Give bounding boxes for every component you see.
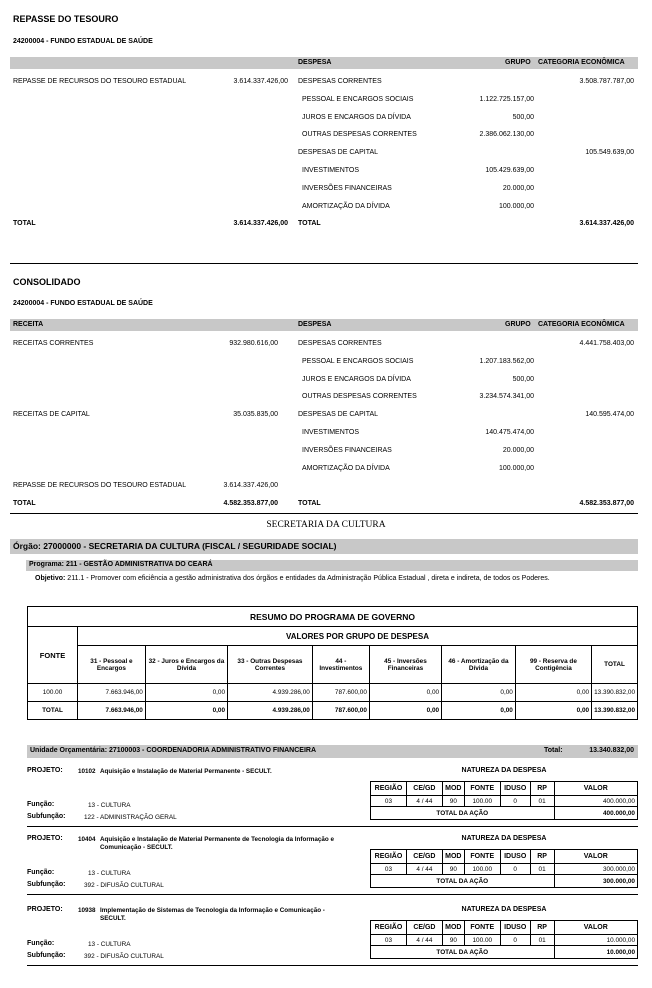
consolidado-header-grupo: GRUPO xyxy=(505,321,531,328)
natureza-title: NATUREZA DA DESPESA xyxy=(461,906,547,913)
despesa-row-label: INVERSÕES FINANCEIRAS xyxy=(302,446,392,454)
despesa-row-grupo: 20.000,00 xyxy=(502,184,534,192)
natureza-header: FONTE xyxy=(464,782,500,796)
divider xyxy=(27,826,638,827)
projeto-code: 10404 xyxy=(78,836,96,843)
natureza-cell: 100.00 xyxy=(464,935,500,946)
repasse-fund: 24200004 - FUNDO ESTADUAL DE SAÚDE xyxy=(13,38,153,45)
subfuncao-value: 392 - DIFUSÃO CULTURAL xyxy=(84,882,164,889)
natureza-table xyxy=(370,849,638,888)
secretaria-title: SECRETARIA DA CULTURA xyxy=(266,520,386,530)
resumo-cell: 7.663.946,00 xyxy=(78,702,146,720)
natureza-header-row xyxy=(371,921,638,935)
natureza-header: IDUSO xyxy=(500,782,530,796)
consolidado-receita-label: RECEITAS DE CAPITAL xyxy=(13,411,90,418)
despesa-row-label: PESSOAL E ENCARGOS SOCIAIS xyxy=(302,357,414,365)
despesa-row-categoria: 140.595.474,00 xyxy=(585,411,634,419)
repasse-total-receita: 3.614.337.426,00 xyxy=(233,220,288,227)
consolidado-total-label: TOTAL xyxy=(13,500,36,507)
resumo-title: RESUMO DO PROGRAMA DE GOVERNO xyxy=(28,607,638,627)
divider xyxy=(10,513,638,514)
resumo-col-header: 33 - Outras Despesas Correntes xyxy=(228,646,313,684)
total-acao-value: 10.000,00 xyxy=(554,946,637,959)
resumo-cell: 0,00 xyxy=(515,684,591,702)
despesa-row-grupo: 3.234.574.341,00 xyxy=(479,393,534,401)
resumo-col-header: 99 - Reserva de Contigência xyxy=(515,646,591,684)
natureza-table xyxy=(370,781,638,820)
funcao-value: 13 - CULTURA xyxy=(88,941,131,948)
natureza-cell: 90 xyxy=(442,935,464,946)
resumo-cell: 0,00 xyxy=(145,702,227,720)
consolidado-fund: 24200004 - FUNDO ESTADUAL DE SAÚDE xyxy=(13,300,153,307)
consolidado-header-receita: RECEITA xyxy=(13,321,44,328)
resumo-fonte-header: FONTE xyxy=(28,627,78,684)
consolidado-total-despesa-label: TOTAL xyxy=(298,500,321,507)
total-acao-value: 400.000,00 xyxy=(554,807,637,820)
despesa-row-label: AMORTIZAÇÃO DA DÍVIDA xyxy=(302,464,390,472)
total-acao-row xyxy=(371,875,638,888)
despesa-row-grupo: 2.386.062.130,00 xyxy=(479,131,534,139)
natureza-cell: 100.00 xyxy=(464,796,500,807)
natureza-header: RP xyxy=(530,850,554,864)
natureza-cell: 03 xyxy=(371,935,407,946)
despesa-row-label: JUROS E ENCARGOS DA DÍVIDA xyxy=(302,113,411,121)
subfuncao-label: Subfunção: xyxy=(27,813,66,820)
despesa-row-label: DESPESAS CORRENTES xyxy=(298,340,382,347)
projeto-label: PROJETO: xyxy=(27,835,63,842)
total-acao-value: 300.000,00 xyxy=(554,875,637,888)
subfuncao-value: 122 - ADMINISTRAÇÃO GERAL xyxy=(84,814,177,821)
despesa-row-grupo: 500,00 xyxy=(512,113,534,121)
despesa-row-label: OUTRAS DESPESAS CORRENTES xyxy=(302,393,417,401)
natureza-cell: 0 xyxy=(500,864,530,875)
repasse-total-despesa: 3.614.337.426,00 xyxy=(579,220,634,227)
resumo-row xyxy=(28,684,638,702)
projeto-desc: Aquisição e Instalação de Material Permanente - SECULT. xyxy=(100,768,272,775)
subfuncao-label: Subfunção: xyxy=(27,952,66,959)
natureza-header: CE/GD xyxy=(406,921,442,935)
natureza-cell: 0 xyxy=(500,935,530,946)
natureza-row xyxy=(371,864,638,875)
consolidado-total-receita: 4.582.353.877,00 xyxy=(223,500,278,507)
despesa-row-label: DESPESAS DE CAPITAL xyxy=(298,411,379,419)
natureza-header: VALOR xyxy=(554,850,637,864)
repasse-header-categoria: CATEGORIA ECONÔMICA xyxy=(538,59,625,66)
natureza-cell: 03 xyxy=(371,864,407,875)
despesa-row-grupo: 1.207.183.562,00 xyxy=(479,357,534,365)
funcao-label: Função: xyxy=(27,801,55,808)
natureza-header: FONTE xyxy=(464,850,500,864)
resumo-cell: 0,00 xyxy=(369,702,441,720)
despesa-row-grupo: 1.122.725.157,00 xyxy=(479,95,534,103)
resumo-col-header: 44 - Investimentos xyxy=(312,646,369,684)
resumo-cell: 787.600,00 xyxy=(312,702,369,720)
resumo-cell: 0,00 xyxy=(515,702,591,720)
despesa-row-grupo: 20.000,00 xyxy=(502,446,534,454)
consolidado-receita-label: RECEITAS CORRENTES xyxy=(13,340,94,347)
natureza-header-row xyxy=(371,782,638,796)
funcao-value: 13 - CULTURA xyxy=(88,870,131,877)
resumo-col-header: 45 - Inversões Financeiras xyxy=(369,646,441,684)
despesa-row-grupo: 100.000,00 xyxy=(498,202,534,210)
despesa-row-label: PESSOAL E ENCARGOS SOCIAIS xyxy=(302,95,414,103)
despesa-row-label: DESPESAS DE CAPITAL xyxy=(298,149,379,157)
repasse-receita-label: REPASSE DE RECURSOS DO TESOURO ESTADUAL xyxy=(13,78,187,85)
resumo-valores-title: VALORES POR GRUPO DE DESPESA xyxy=(78,627,638,646)
projeto-code: 10102 xyxy=(78,768,96,775)
despesa-row-categoria: 4.441.758.403,00 xyxy=(579,340,634,347)
natureza-header: REGIÃO xyxy=(371,782,407,796)
natureza-header: MOD xyxy=(442,782,464,796)
objetivo-label: Objetivo: xyxy=(35,575,66,582)
natureza-header: RP xyxy=(530,921,554,935)
resumo-cell: 13.390.832,00 xyxy=(592,684,638,702)
repasse-total-label: TOTAL xyxy=(13,220,36,227)
natureza-header: VALOR xyxy=(554,921,637,935)
repasse-header-grupo: GRUPO xyxy=(505,59,531,66)
resumo-cell: 787.600,00 xyxy=(312,684,369,702)
natureza-header: CE/GD xyxy=(406,782,442,796)
natureza-title: NATUREZA DA DESPESA xyxy=(461,767,547,774)
natureza-title: NATUREZA DA DESPESA xyxy=(461,835,547,842)
projeto-code: 10938 xyxy=(78,907,96,914)
consolidado-title: CONSOLIDADO xyxy=(13,277,81,287)
despesa-row-label: INVERSÕES FINANCEIRAS xyxy=(302,184,392,192)
natureza-cell: 4 / 44 xyxy=(406,864,442,875)
natureza-header: CE/GD xyxy=(406,850,442,864)
despesa-row-grupo: 500,00 xyxy=(512,375,534,383)
natureza-row xyxy=(371,935,638,946)
natureza-cell: 400.000,00 xyxy=(554,796,637,807)
natureza-cell: 03 xyxy=(371,796,407,807)
total-acao-label: TOTAL DA AÇÃO xyxy=(371,946,555,959)
projeto-desc: Implementação de Sistemas de Tecnologia da Informação e Comunicação - SECULT. xyxy=(100,907,325,922)
resumo-cell: 0,00 xyxy=(442,684,516,702)
resumo-col-header: 46 - Amortização da Dívida xyxy=(442,646,516,684)
natureza-header: RP xyxy=(530,782,554,796)
consolidado-header-categoria: CATEGORIA ECONÔMICA xyxy=(538,321,625,328)
resumo-cell: TOTAL xyxy=(28,702,78,720)
projeto-label: PROJETO: xyxy=(27,906,63,913)
natureza-cell: 0 xyxy=(500,796,530,807)
natureza-cell: 4 / 44 xyxy=(406,796,442,807)
despesa-row-grupo: 105.429.639,00 xyxy=(485,167,534,174)
total-acao-row xyxy=(371,807,638,820)
funcao-label: Função: xyxy=(27,940,55,947)
natureza-header: IDUSO xyxy=(500,850,530,864)
total-acao-label: TOTAL DA AÇÃO xyxy=(371,807,555,820)
divider xyxy=(10,263,638,264)
natureza-cell: 4 / 44 xyxy=(406,935,442,946)
natureza-row xyxy=(371,796,638,807)
consolidado-receita-value: 932.980.616,00 xyxy=(229,340,278,347)
resumo-cell: 100.00 xyxy=(28,684,78,702)
resumo-cell: 0,00 xyxy=(145,684,227,702)
natureza-cell: 90 xyxy=(442,864,464,875)
resumo-total-row xyxy=(28,702,638,720)
objetivo xyxy=(35,575,635,582)
natureza-cell: 10.000,00 xyxy=(554,935,637,946)
despesa-row-label: INVESTIMENTOS xyxy=(302,167,360,174)
natureza-header: FONTE xyxy=(464,921,500,935)
resumo-col-header: TOTAL xyxy=(592,646,638,684)
resumo-cell: 0,00 xyxy=(369,684,441,702)
projeto-desc: Aquisição e Instalação de Material Permanente de Tecnologia da Informação e Comunicação - SECULT. xyxy=(100,836,334,851)
natureza-header: MOD xyxy=(442,921,464,935)
despesa-row-label: AMORTIZAÇÃO DA DÍVIDA xyxy=(302,202,390,210)
consolidado-receita-value: 3.614.337.426,00 xyxy=(223,482,278,489)
natureza-cell: 100.00 xyxy=(464,864,500,875)
natureza-cell: 01 xyxy=(530,864,554,875)
repasse-header-despesa: DESPESA xyxy=(298,59,332,66)
natureza-cell: 90 xyxy=(442,796,464,807)
natureza-header: REGIÃO xyxy=(371,850,407,864)
repasse-total-despesa-label: TOTAL xyxy=(298,220,321,227)
despesa-row-label: OUTRAS DESPESAS CORRENTES xyxy=(302,131,417,139)
unidade-total: 13.340.832,00 xyxy=(589,747,634,754)
natureza-cell: 300.000,00 xyxy=(554,864,637,875)
despesa-row-grupo: 100.000,00 xyxy=(498,464,534,472)
objetivo-text: 211.1 - Promover com eficiência a gestão administrativa dos órgãos e entidades da Administração Pública Estadual , direta e indireta, de todos os Poderes. xyxy=(67,575,550,582)
funcao-value: 13 - CULTURA xyxy=(88,802,131,809)
resumo-col-header: 32 - Juros e Encargos da Dívida xyxy=(145,646,227,684)
subfuncao-value: 392 - DIFUSÃO CULTURAL xyxy=(84,953,164,960)
resumo-cell: 4.939.286,00 xyxy=(228,702,313,720)
natureza-cell: 01 xyxy=(530,935,554,946)
natureza-header: IDUSO xyxy=(500,921,530,935)
despesa-row-categoria: 105.549.639,00 xyxy=(585,149,634,157)
natureza-header-row xyxy=(371,850,638,864)
consolidado-total-despesa: 4.582.353.877,00 xyxy=(579,500,634,507)
divider xyxy=(27,894,638,895)
resumo-cell: 4.939.286,00 xyxy=(228,684,313,702)
natureza-table xyxy=(370,920,638,959)
unidade-label: Unidade Orçamentária: 27100003 - COORDENADORIA ADMINISTRATIVO FINANCEIRA xyxy=(30,747,317,754)
consolidado-receita-value: 35.035.835,00 xyxy=(233,411,278,418)
natureza-header: VALOR xyxy=(554,782,637,796)
resumo-cell: 0,00 xyxy=(442,702,516,720)
despesa-row-categoria: 3.508.787.787,00 xyxy=(579,78,634,85)
resumo-cell: 13.390.832,00 xyxy=(592,702,638,720)
resumo-cell: 7.663.946,00 xyxy=(78,684,146,702)
natureza-header: MOD xyxy=(442,850,464,864)
despesa-row-label: DESPESAS CORRENTES xyxy=(298,78,382,85)
resumo-col-header: 31 - Pessoal e Encargos xyxy=(78,646,146,684)
orgao-label: Órgão: 27000000 - SECRETARIA DA CULTURA (FISCAL / SEGURIDADE SOCIAL) xyxy=(13,541,337,551)
total-acao-row xyxy=(371,946,638,959)
despesa-row-label: JUROS E ENCARGOS DA DÍVIDA xyxy=(302,375,411,383)
divider xyxy=(27,965,638,966)
unidade-total-label: Total: xyxy=(544,747,563,754)
natureza-header: REGIÃO xyxy=(371,921,407,935)
despesa-row-grupo: 140.475.474,00 xyxy=(485,429,534,436)
consolidado-receita-label: REPASSE DE RECURSOS DO TESOURO ESTADUAL xyxy=(13,482,187,489)
natureza-cell: 01 xyxy=(530,796,554,807)
repasse-title: REPASSE DO TESOURO xyxy=(13,14,119,24)
resumo-table xyxy=(27,606,638,720)
despesa-row-label: INVESTIMENTOS xyxy=(302,429,360,436)
funcao-label: Função: xyxy=(27,869,55,876)
repasse-receita-value: 3.614.337.426,00 xyxy=(233,78,288,85)
projeto-label: PROJETO: xyxy=(27,767,63,774)
consolidado-header-despesa: DESPESA xyxy=(298,321,332,328)
total-acao-label: TOTAL DA AÇÃO xyxy=(371,875,555,888)
programa-label: Programa: 211 - GESTÃO ADMINISTRATIVA DO CEARÁ xyxy=(29,561,213,568)
subfuncao-label: Subfunção: xyxy=(27,881,66,888)
